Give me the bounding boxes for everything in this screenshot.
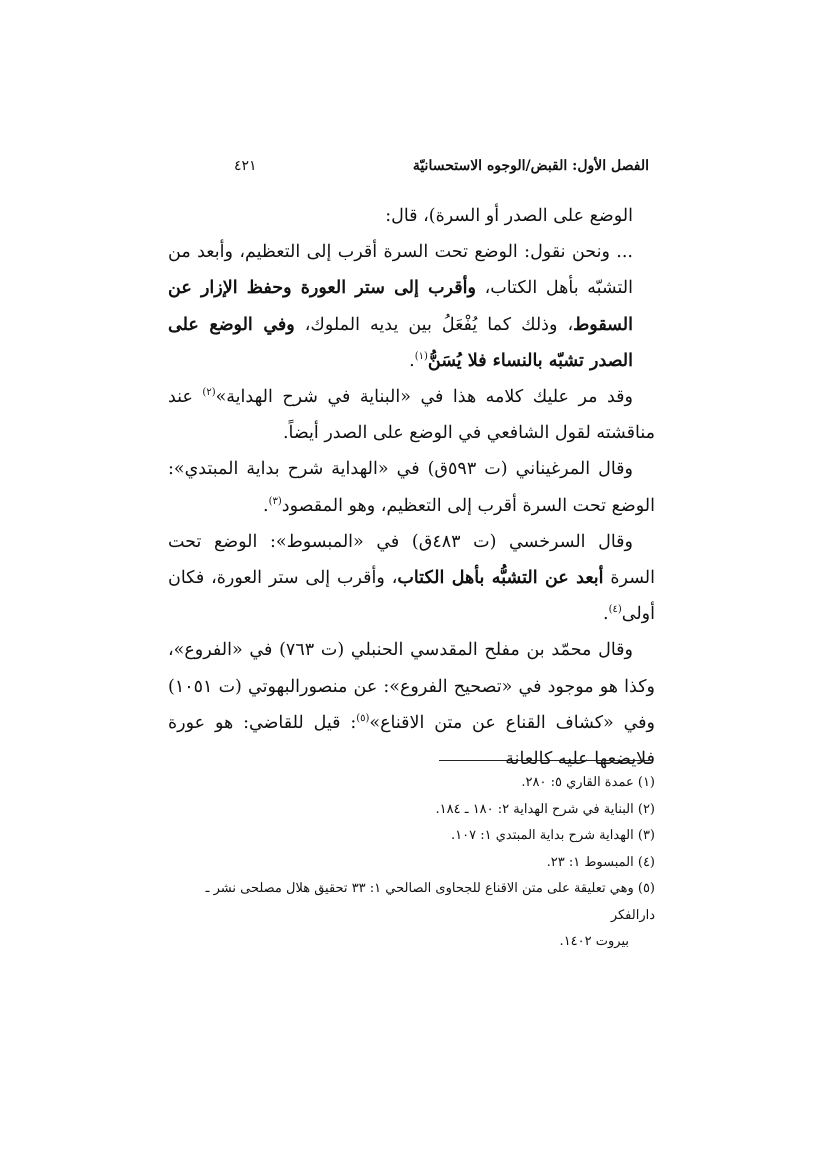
p4-text-a: وقال السرخسي (ت ٤٨٣ق) في «المبسوط»: الوضع تحت السرة bbox=[168, 531, 656, 589]
p5-text-b: : قيل للقاضي: هو عورة فلايضعها عليه كالعانة bbox=[168, 712, 655, 770]
main-text bbox=[168, 198, 655, 777]
paragraph-3 bbox=[168, 451, 655, 523]
footnote-5: (٥) وهي تعليقة على متن الاقناع للجحاوى الصالحي ١: ٣٣ تحقيق هلال مصلحى نشر ـ دارالفكر bbox=[205, 881, 655, 923]
p2-text-b: عند مناقشته لقول الشافعي في الوضع على الصدر أيضاً. bbox=[168, 387, 655, 444]
footnote-ref-4[interactable]: (٤) bbox=[608, 604, 622, 616]
footnote-ref-1[interactable]: (١) bbox=[414, 350, 428, 362]
footnote-ref-3[interactable]: (٣) bbox=[268, 495, 282, 507]
paragraph-5 bbox=[168, 632, 655, 777]
quote-text-c: ، وذلك كما يُفْعَلُ بين يديه الملوك، bbox=[294, 314, 574, 335]
p5-text-a: وقال محمّد بن مفلح المقدسي الحنبلي (ت ٧٦٣) في «الفروع»، وكذا هو موجود في «تصحيح الفروع»: عن منصورالبهوتي (ت ١٠٥١) وفي «كشاف القناع عن متن الاقناع» bbox=[168, 640, 655, 733]
quote-end: . bbox=[409, 350, 415, 371]
p4-text-c: ، وأقرب إلى ستر العورة، فكان أولى bbox=[168, 568, 655, 625]
paragraph-1: الوضع على الصدر أو السرة)، قال: bbox=[385, 206, 633, 226]
paragraph-2 bbox=[168, 379, 655, 451]
paragraph-4 bbox=[168, 524, 655, 633]
quote-block bbox=[168, 234, 655, 379]
quote-text-a: ... ونحن نقول: الوضع تحت السرة أقرب إلى التعظيم، وأبعد من التشبّه بأهل الكتاب، bbox=[168, 242, 633, 299]
quote-bold-b: وأقرب إلى ستر العورة وحفظ الإزار عن السقوط bbox=[168, 278, 633, 335]
footnote-4: (٤) المبسوط ١: ٢٣. bbox=[546, 854, 655, 870]
footnotes bbox=[168, 770, 655, 956]
quote-bold-d: وفي الوضع على الصدر تشبّه بالنساء فلا يُسَنُّ bbox=[168, 314, 633, 371]
chapter-title: الفصل الأول: القبض/الوجوه الاستحسانيّة bbox=[412, 158, 649, 174]
footnote-5-continuation: بيروت ١٤٠٢. bbox=[559, 934, 629, 949]
page-number: ٤٢١ bbox=[234, 158, 257, 174]
footnote-ref-5[interactable]: (٥) bbox=[356, 713, 370, 725]
footnote-1: (١) عمدة القاري ٥: ٢٨٠. bbox=[521, 775, 655, 790]
p4-end: . bbox=[603, 604, 609, 625]
footnote-separator bbox=[439, 760, 649, 761]
running-header bbox=[234, 158, 649, 182]
p2-text-a: وقد مر عليك كلامه هذا في «البناية في شرح الهداية» bbox=[215, 387, 633, 408]
p4-bold-b: أبعد عن التشبُّه بأهل الكتاب bbox=[397, 568, 604, 589]
footnote-ref-2[interactable]: (٢) bbox=[202, 387, 216, 399]
footnote-3: (٣) الهداية شرح بداية المبتدي ١: ١٠٧. bbox=[450, 828, 655, 843]
p3-end: . bbox=[263, 495, 269, 516]
footnote-2: (٢) البناية في شرح الهداية ٢: ١٨٠ ـ ١٨٤. bbox=[435, 801, 655, 817]
p3-text-a: وقال المرغيناني (ت ٥٩٣ق) في «الهداية شرح بداية المبتدي»: الوضع تحت السرة أقرب إلى التعظيم، وهو المقصود bbox=[168, 459, 655, 516]
